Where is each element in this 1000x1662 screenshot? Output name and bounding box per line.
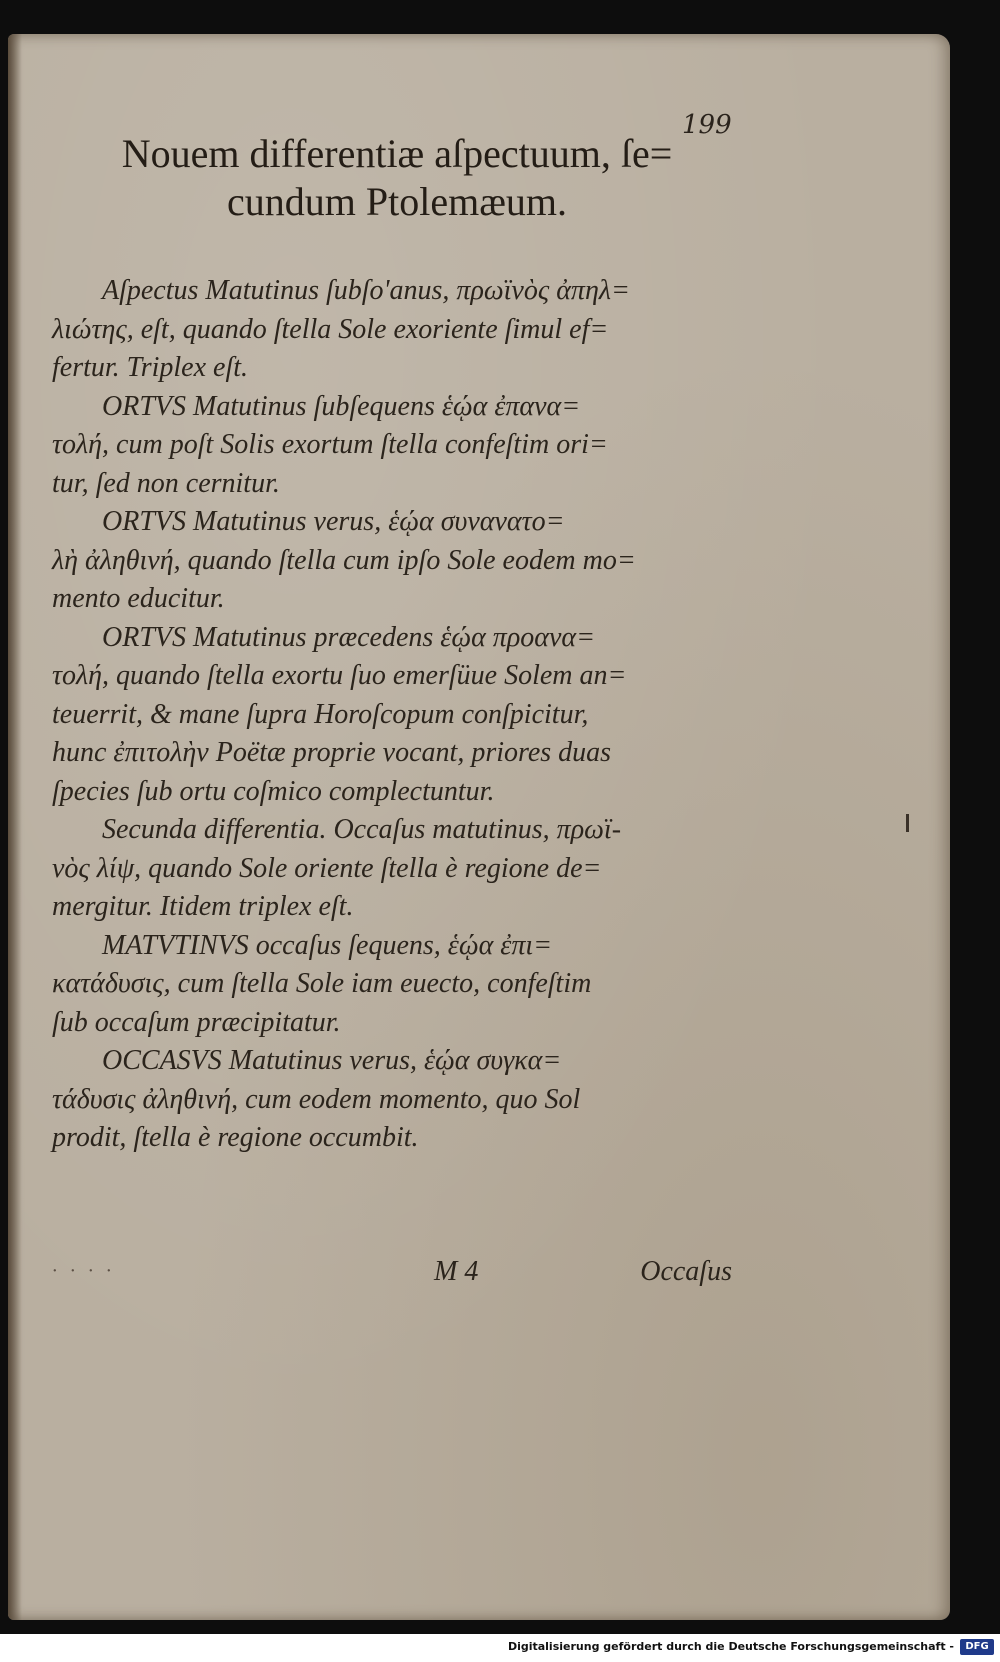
text-line: τολή, quando ſtella exortu ſuo emerſüue Solem an= — [52, 660, 627, 691]
text-line: λὴ ἀληθινή, quando ſtella cum ipſo Sole eodem mo= — [52, 544, 636, 576]
margin-mark — [906, 814, 909, 832]
text-line: MATVTINVS occaſus ſequens, ἑῴα ἐπι= — [102, 929, 553, 961]
page-number: 199 — [682, 110, 732, 140]
paragraph — [52, 388, 732, 504]
paragraph — [52, 1042, 732, 1158]
text-line: hunc ἐπιτολὴν Poëtæ proprie vocant, priores duas — [52, 737, 612, 768]
paragraph — [52, 927, 732, 1043]
text-line: ORTVS Matutinus ſubſequens ἑῴα ἐπανα= — [102, 390, 581, 422]
footer-dots: · · · · — [52, 1260, 115, 1282]
text-line: νὸς λίψ, quando Sole oriente ſtella è regione de= — [52, 852, 602, 884]
credit-text: Digitalisierung gefördert durch die Deutsche Forschungsgemeinschaft - — [507, 1640, 954, 1653]
paragraph — [52, 619, 732, 812]
text-line: κατάδυσις, cum ſtella Sole iam euecto, confeſtim — [52, 968, 592, 999]
text-line: Secunda differentia. Occaſus matutinus, πρωϊ- — [102, 814, 622, 845]
dfg-logo-icon: DFG — [960, 1639, 994, 1655]
page-gutter-shadow — [8, 34, 22, 1620]
text-line: ORTVS Matutinus præcedens ἑῴα προανα= — [102, 621, 595, 653]
text-line: fertur. Triplex eſt. — [52, 352, 248, 383]
title-line: Nouem differentiæ aſpectuum, ſe= — [121, 131, 673, 176]
text-line: Aſpectus Matutinus ſubſo'anus, πρωϊνὸς ἀπηλ= — [102, 275, 630, 306]
body-text — [52, 272, 732, 1158]
text-line: λιώτης, eſt, quando ſtella Sole exoriente ſimul ef= — [52, 313, 609, 345]
title-line: cundum Ptolemæum. — [227, 179, 567, 224]
text-line: τάδυσις ἀληθινή, cum eodem momento, quo Sol — [52, 1083, 581, 1115]
text-line: prodit, ſtella è regione occumbit. — [52, 1122, 419, 1153]
text-line: ORTVS Matutinus verus, ἑῴα συνανατο= — [102, 506, 565, 537]
paragraph — [52, 811, 732, 927]
page-footer — [52, 1256, 732, 1296]
page-title — [72, 130, 722, 226]
paragraph — [52, 503, 732, 619]
signature-mark: M 4 — [434, 1256, 479, 1287]
text-line: mento educitur. — [52, 583, 225, 614]
text-line: tur, ſed non cernitur. — [52, 467, 280, 499]
text-line: mergitur. Itidem triplex eſt. — [52, 891, 354, 922]
credit-bar — [0, 1634, 1000, 1662]
catchword: Occaſus — [640, 1256, 732, 1287]
text-line: teuerrit, & mane ſupra Horoſcopum conſpicitur, — [52, 698, 589, 730]
paragraph — [52, 272, 732, 388]
text-line: ſpecies ſub ortu coſmico complectuntur. — [52, 775, 495, 807]
text-line: τολή, cum poſt Solis exortum ſtella confeſtim ori= — [52, 429, 608, 460]
text-line: ſub occaſum præcipitatur. — [52, 1006, 341, 1038]
text-line: OCCASVS Matutinus verus, ἑῴα συγκα= — [102, 1045, 562, 1076]
